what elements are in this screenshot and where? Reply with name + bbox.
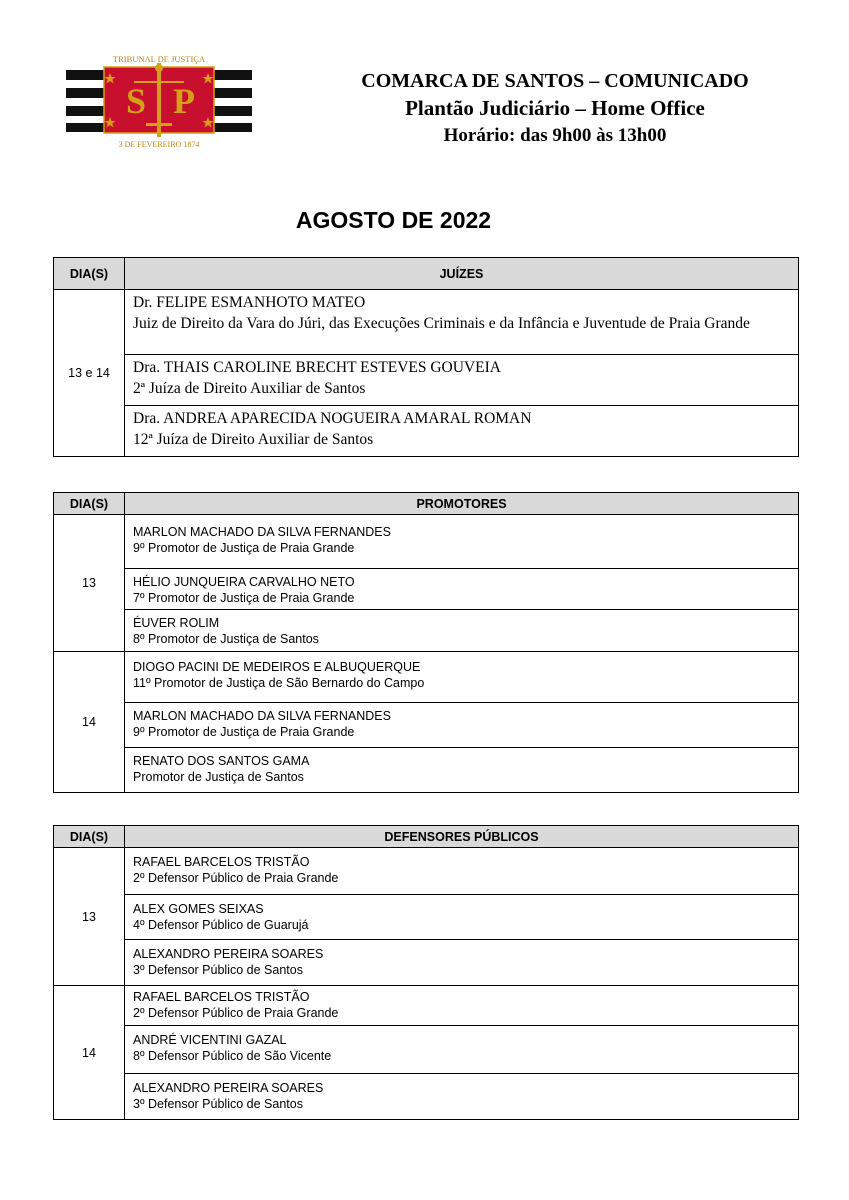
person-role: 3º Defensor Público de Santos [133, 963, 303, 977]
person-cell [125, 940, 799, 986]
person-role: 4º Defensor Público de Guarujá [133, 918, 309, 932]
person-name: MARLON MACHADO DA SILVA FERNANDES [133, 709, 391, 723]
person-name: ALEXANDRO PEREIRA SOARES [133, 1081, 324, 1095]
page-title: AGOSTO DE 2022 [295, 207, 492, 233]
person-role: 7º Promotor de Justiça de Praia Grande [133, 591, 355, 605]
person-name: ÉUVER ROLIM [133, 616, 220, 630]
header-line-comarca: COMARCA DE SANTOS – COMUNICADO [361, 70, 749, 92]
person-name: HÉLIO JUNQUEIRA CARVALHO NETO [133, 575, 355, 589]
table-row [54, 1026, 799, 1074]
logo-bottom-text: 3 DE FEVEREIRO 1874 [118, 140, 200, 149]
person-cell [125, 986, 799, 1026]
person-name: ANDRÉ VICENTINI GAZAL [133, 1033, 287, 1047]
person-role: 3º Defensor Público de Santos [133, 1097, 303, 1111]
table-row [54, 986, 799, 1026]
person-role: 2º Defensor Público de Praia Grande [133, 1006, 339, 1020]
table-row [54, 610, 799, 652]
table-row [54, 703, 799, 748]
header-line-plantao: Plantão Judiciário – Home Office [405, 96, 705, 120]
person-cell [125, 406, 799, 457]
table-row [54, 748, 799, 793]
column-header-days: DIA(S) [54, 493, 125, 515]
person-role: 2ª Juíza de Direito Auxiliar de Santos [133, 380, 366, 397]
person-role: Promotor de Justiça de Santos [133, 770, 304, 784]
prosecutors-table [53, 492, 799, 793]
table-row [54, 406, 799, 457]
logo-letter-p: P [173, 81, 195, 121]
table-header-row [54, 258, 799, 290]
day-cell: 13 [54, 848, 125, 986]
table-row [54, 355, 799, 406]
person-cell [125, 1026, 799, 1074]
document-header [300, 68, 810, 149]
person-role: 9º Promotor de Justiça de Praia Grande [133, 725, 355, 739]
person-role: 11º Promotor de Justiça de São Bernardo do Campo [133, 676, 425, 690]
tjsp-logo [66, 53, 252, 151]
person-cell [125, 355, 799, 406]
person-cell [125, 515, 799, 569]
header-line-horario: Horário: das 9h00 às 13h00 [443, 125, 667, 146]
day-cell: 14 [54, 652, 125, 793]
column-header-judges: JUÍZES [125, 258, 799, 290]
person-cell [125, 748, 799, 793]
judges-table [53, 257, 799, 457]
person-name: ALEX GOMES SEIXAS [133, 902, 264, 916]
person-role: 12ª Juíza de Direito Auxiliar de Santos [133, 431, 374, 448]
person-name: MARLON MACHADO DA SILVA FERNANDES [133, 525, 391, 539]
person-cell [125, 569, 799, 610]
logo-letter-s: S [125, 81, 147, 121]
table-row [54, 652, 799, 703]
column-header-defenders: DEFENSORES PÚBLICOS [125, 826, 799, 848]
person-role: 8º Defensor Público de São Vicente [133, 1049, 332, 1063]
person-cell [125, 848, 799, 895]
person-name: ALEXANDRO PEREIRA SOARES [133, 947, 324, 961]
person-role: 2º Defensor Público de Praia Grande [133, 871, 339, 885]
table-header-row [54, 493, 799, 515]
table-row [54, 848, 799, 895]
person-cell [125, 610, 799, 652]
person-name: RAFAEL BARCELOS TRISTÃO [133, 855, 310, 869]
person-role: Juiz de Direito da Vara do Júri, das Execuções Criminais e da Infância e Juventude de Praia Grande [133, 315, 750, 332]
person-cell [125, 652, 799, 703]
table-row [54, 940, 799, 986]
defenders-table [53, 825, 799, 1120]
column-header-days: DIA(S) [54, 826, 125, 848]
table-row [54, 569, 799, 610]
person-name: RENATO DOS SANTOS GAMA [133, 754, 310, 768]
person-cell [125, 290, 799, 355]
person-cell [125, 1074, 799, 1120]
logo-top-text: TRIBUNAL DE JUSTIÇA [112, 54, 206, 64]
person-name: Dr. FELIPE ESMANHOTO MATEO [133, 294, 366, 311]
table-row [54, 290, 799, 355]
table-row [54, 515, 799, 569]
person-cell [125, 703, 799, 748]
day-cell: 13 [54, 515, 125, 652]
table-row [54, 895, 799, 940]
person-name: Dra. ANDREA APARECIDA NOGUEIRA AMARAL ROMAN [133, 410, 532, 427]
person-cell [125, 895, 799, 940]
person-role: 9º Promotor de Justiça de Praia Grande [133, 541, 355, 555]
column-header-days: DIA(S) [54, 258, 125, 290]
day-cell: 13 e 14 [54, 290, 125, 457]
table-row [54, 1074, 799, 1120]
person-name: DIOGO PACINI DE MEDEIROS E ALBUQUERQUE [133, 660, 421, 674]
column-header-prosecutors: PROMOTORES [125, 493, 799, 515]
person-role: 8º Promotor de Justiça de Santos [133, 632, 319, 646]
person-name: RAFAEL BARCELOS TRISTÃO [133, 990, 310, 1004]
person-name: Dra. THAIS CAROLINE BRECHT ESTEVES GOUVEIA [133, 359, 501, 376]
table-header-row [54, 826, 799, 848]
day-cell: 14 [54, 986, 125, 1120]
